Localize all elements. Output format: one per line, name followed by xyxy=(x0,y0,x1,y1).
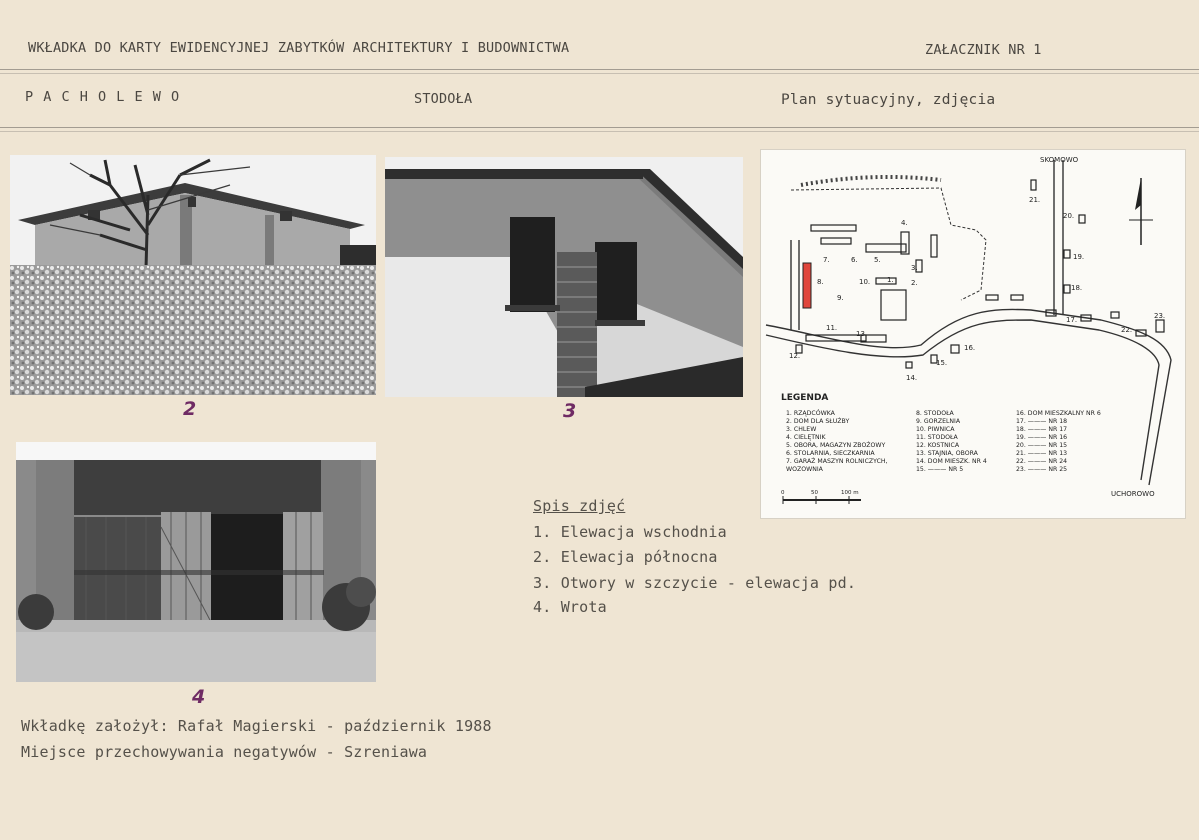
svg-text:19. ——— NR 16: 19. ——— NR 16 xyxy=(1016,434,1068,441)
buildings xyxy=(796,180,1164,368)
negatives-location: Miejsce przechowywania negatywów - Szreniawa xyxy=(21,743,428,761)
photo-gable-openings xyxy=(385,157,743,397)
site-plan-drawing xyxy=(761,150,1185,518)
svg-text:WOZOWNIA: WOZOWNIA xyxy=(786,466,823,473)
svg-text:7.: 7. xyxy=(823,256,830,264)
form-title: WKŁADKA DO KARTY EWIDENCYJNEJ ZABYTKÓW ARCHITEKTURY I BUDOWNICTWA xyxy=(28,40,570,56)
svg-text:11.: 11. xyxy=(826,324,838,332)
svg-text:2. DOM DLA SŁUŻBY: 2. DOM DLA SŁUŻBY xyxy=(786,418,850,425)
svg-text:12.: 12. xyxy=(789,352,801,360)
svg-text:50: 50 xyxy=(811,490,818,496)
legend-col2 xyxy=(916,410,987,473)
header-divider-bottom-2 xyxy=(0,131,1199,132)
svg-text:5.: 5. xyxy=(874,256,881,264)
north-road-label: SKOMOWO xyxy=(1040,156,1079,164)
svg-text:7. GARAŻ MASZYN ROLNICZYCH,: 7. GARAŻ MASZYN ROLNICZYCH, xyxy=(786,458,888,465)
object-name: STODOŁA xyxy=(414,91,473,107)
photo-list-item-2: 2. Elewacja północna xyxy=(533,548,718,566)
svg-text:17.: 17. xyxy=(1066,316,1078,324)
roads xyxy=(766,160,1171,485)
photo-list-item-4: 4. Wrota xyxy=(533,598,607,616)
svg-text:9. GORZELNIA: 9. GORZELNIA xyxy=(916,418,961,425)
attachment-label: ZAŁACZNIK NR 1 xyxy=(925,42,1042,58)
svg-text:4.: 4. xyxy=(901,219,908,227)
svg-text:6. STOLARNIA, SIECZKARNIA: 6. STOLARNIA, SIECZKARNIA xyxy=(786,450,875,457)
svg-text:10. PIWNICA: 10. PIWNICA xyxy=(916,426,955,433)
svg-text:100 m: 100 m xyxy=(841,490,859,496)
svg-text:15.: 15. xyxy=(936,359,948,367)
svg-text:12. KOSTNICA: 12. KOSTNICA xyxy=(916,442,960,449)
legend-col1 xyxy=(786,408,888,473)
svg-text:22.: 22. xyxy=(1121,326,1133,334)
south-road-label: UCHOROWO xyxy=(1111,490,1155,498)
photo-gate-image xyxy=(16,442,376,682)
svg-text:8.: 8. xyxy=(817,278,824,286)
svg-text:4. CIELĘTNIK: 4. CIELĘTNIK xyxy=(786,434,826,441)
svg-text:6.: 6. xyxy=(851,256,858,264)
site-plan xyxy=(760,149,1186,519)
highlighted-barn xyxy=(803,263,811,308)
legend-title: LEGENDA xyxy=(781,393,829,403)
svg-text:10.: 10. xyxy=(859,278,871,286)
photo-north-elevation xyxy=(10,155,376,395)
svg-text:20.: 20. xyxy=(1063,212,1075,220)
svg-text:15. ——— NR 5: 15. ——— NR 5 xyxy=(916,466,964,473)
photo-number-3: 3 xyxy=(563,400,577,422)
scale-bar xyxy=(781,490,861,504)
photo-number-4: 4 xyxy=(192,686,206,708)
photo-list-item-3: 3. Otwory w szczycie - elewacja pd. xyxy=(533,574,857,592)
svg-text:23.: 23. xyxy=(1154,312,1166,320)
photo-north-elevation-image xyxy=(10,155,376,395)
svg-text:18. ——— NR 17: 18. ——— NR 17 xyxy=(1016,426,1068,433)
svg-text:11. STODOŁA: 11. STODOŁA xyxy=(916,434,958,441)
svg-text:13. STAJNIA, OBORA: 13. STAJNIA, OBORA xyxy=(916,450,978,457)
svg-text:1.: 1. xyxy=(887,276,894,284)
svg-text:21. ——— NR 13: 21. ——— NR 13 xyxy=(1016,450,1068,457)
svg-text:13.: 13. xyxy=(856,330,868,338)
svg-text:18.: 18. xyxy=(1071,284,1083,292)
svg-text:20. ——— NR 15: 20. ——— NR 15 xyxy=(1016,442,1068,449)
svg-text:23. ——— NR 25: 23. ——— NR 25 xyxy=(1016,466,1068,473)
svg-text:21.: 21. xyxy=(1029,196,1041,204)
photo-gable-openings-image xyxy=(385,157,743,397)
svg-text:16.: 16. xyxy=(964,344,976,352)
header-divider-top xyxy=(0,69,1199,70)
north-arrow-icon xyxy=(1129,178,1153,245)
svg-text:19.: 19. xyxy=(1073,253,1085,261)
svg-text:14. DOM MIESZK. NR 4: 14. DOM MIESZK. NR 4 xyxy=(916,458,987,465)
sheet-content: Plan sytuacyjny, zdjęcia xyxy=(781,92,996,108)
photo-gate xyxy=(16,442,376,682)
svg-text:16. DOM MIESZKALNY NR 6: 16. DOM MIESZKALNY NR 6 xyxy=(1016,410,1101,417)
locality-name: P A C H O L E W O xyxy=(25,89,181,105)
svg-text:3. CHLEW: 3. CHLEW xyxy=(786,426,817,433)
created-by: Wkładkę założył: Rafał Magierski - październik 1988 xyxy=(21,717,492,735)
svg-text:2.: 2. xyxy=(911,279,918,287)
svg-text:17. ——— NR 18: 17. ——— NR 18 xyxy=(1016,418,1068,425)
svg-text:9.: 9. xyxy=(837,294,844,302)
photo-list-title: Spis zdjęć xyxy=(533,497,626,515)
svg-text:8. STODOŁA: 8. STODOŁA xyxy=(916,410,954,417)
legend-col3 xyxy=(1016,410,1101,473)
svg-text:14.: 14. xyxy=(906,374,918,382)
svg-text:3.: 3. xyxy=(911,264,918,272)
svg-text:1. RZĄDCÓWKA: 1. RZĄDCÓWKA xyxy=(786,410,835,417)
svg-text:5. OBORA, MAGAZYN ZBOŻOWY: 5. OBORA, MAGAZYN ZBOŻOWY xyxy=(786,442,886,449)
header-divider-bottom xyxy=(0,127,1199,128)
svg-text:22. ——— NR 24: 22. ——— NR 24 xyxy=(1016,458,1068,465)
svg-text:0: 0 xyxy=(781,490,785,496)
photo-number-2: 2 xyxy=(183,398,197,420)
photo-list-item-1: 1. Elewacja wschodnia xyxy=(533,523,727,541)
header-divider-top-2 xyxy=(0,73,1199,74)
